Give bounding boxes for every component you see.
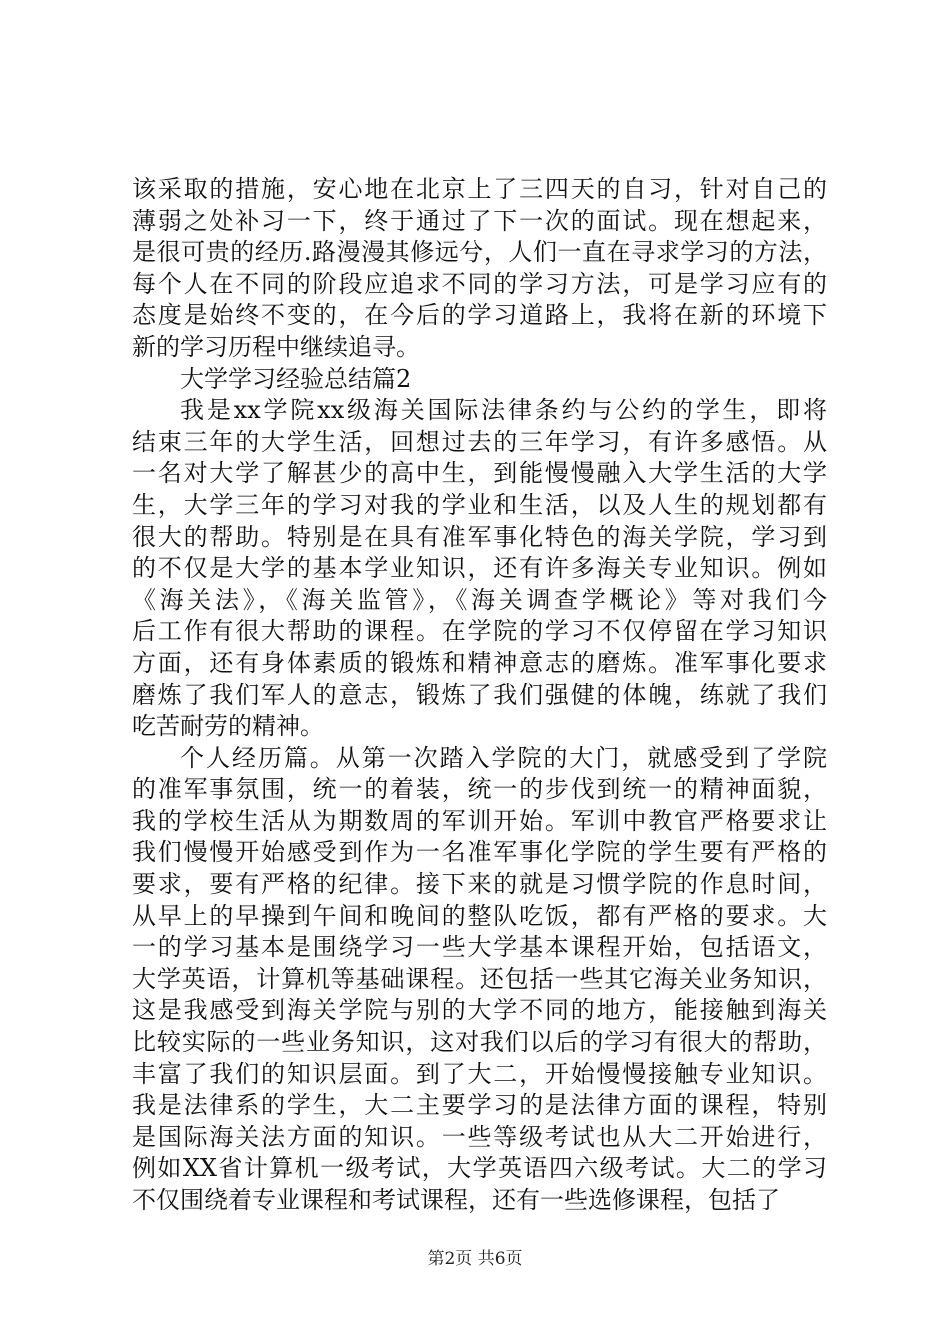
text-line: 例如XX省计算机一级考试，大学英语四六级考试。大二的学习 (132, 1154, 827, 1183)
text-line: 方面，还有身体素质的锻炼和精神意志的磨炼。准军事化要求 (132, 648, 827, 677)
text-line: 的不仅是大学的基本学业知识，还有许多海关专业知识。例如 (132, 554, 827, 583)
text-line: 态度是始终不变的，在今后的学习道路上，我将在新的环境下 (132, 301, 827, 330)
text-line: 大学英语，计算机等基础课程。还包括一些其它海关业务知识， (132, 964, 827, 993)
text-line: 不仅围绕着专业课程和考试课程，还有一些选修课程，包括了 (132, 1186, 780, 1214)
text-line: 每个人在不同的阶段应追求不同的学习方法，可是学习应有的 (132, 269, 827, 298)
text-line: 从早上的早操到午间和晚间的整队吃饭，都有严格的要求。大 (132, 901, 827, 930)
text-line: 比较实际的一些业务知识，这对我们以后的学习有很大的帮助， (132, 1028, 827, 1057)
text-line: 丰富了我们的知识层面。到了大二，开始慢慢接触专业知识。 (132, 1059, 827, 1088)
text-line: 生，大学三年的学习对我的学业和生活，以及人生的规划都有 (132, 490, 827, 519)
text-line: 这是我感受到海关学院与别的大学不同的地方，能接触到海关 (132, 996, 827, 1025)
heading-text: 大学学习经验总结篇2 (180, 364, 412, 393)
text-line: 薄弱之处补习一下，终于通过了下一次的面试。现在想起来， (132, 206, 827, 235)
text-line: 我是xx学院xx级海关国际法律条约与公约的学生，即将 (180, 396, 827, 425)
paragraph (132, 395, 827, 743)
text-line: 该采取的措施，安心地在北京上了三四天的自习，针对自己的 (132, 175, 827, 203)
text-line: 我们慢慢开始感受到作为一名准军事化学院的学生要有严格的 (132, 838, 827, 867)
text-line: 我是法律系的学生，大二主要学习的是法律方面的课程，特别 (132, 1091, 827, 1120)
text-line: 是国际海关法方面的知识。一些等级考试也从大二开始进行， (132, 1122, 827, 1151)
text-line: 《海关法》，《海关监管》，《海关调查学概论》等对我们今 (132, 585, 827, 614)
text-line: 后工作有很大帮助的课程。在学院的学习不仅停留在学习知识 (132, 617, 827, 646)
page-footer: 第2页 共6页 (427, 1249, 523, 1269)
paragraph (132, 743, 827, 1217)
text-line: 我的学校生活从为期数周的军训开始。军训中教官严格要求让 (132, 806, 827, 835)
text-line: 的准军事氛围，统一的着装，统一的步伐到统一的精神面貌， (132, 775, 827, 804)
text-line: 要求，要有严格的纪律。接下来的就是习惯学院的作息时间， (132, 870, 827, 899)
text-line: 磨炼了我们军人的意志，锻炼了我们强健的体魄，练就了我们 (132, 680, 827, 709)
text-line: 个人经历篇。从第一次踏入学院的大门，就感受到了学院 (180, 743, 827, 772)
text-line: 新的学习历程中继续追寻。 (132, 332, 420, 361)
section-heading (132, 364, 827, 396)
body-text (132, 174, 827, 1217)
text-line: 一的学习基本是围绕学习一些大学基本课程开始，包括语文， (132, 933, 827, 962)
text-line: 是很可贵的经历.路漫漫其修远兮，人们一直在寻求学习的方法， (132, 238, 827, 267)
text-line: 一名对大学了解甚少的高中生，到能慢慢融入大学生活的大学 (132, 459, 827, 488)
text-line: 吃苦耐劳的精神。 (132, 712, 324, 741)
paragraph (132, 174, 827, 364)
text-line: 结束三年的大学生活，回想过去的三年学习，有许多感悟。从 (132, 427, 827, 456)
text-line: 很大的帮助。特别是在具有准军事化特色的海关学院，学习到 (132, 522, 827, 551)
